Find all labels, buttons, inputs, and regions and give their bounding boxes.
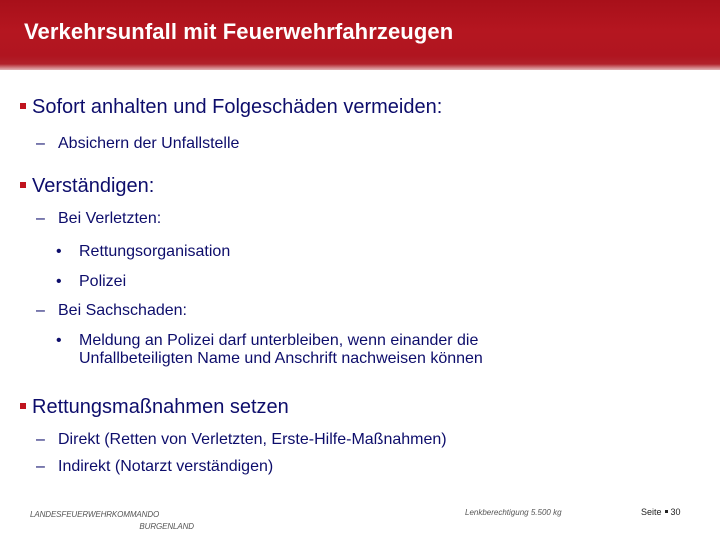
sub-item-text: Absichern der Unfallstelle	[58, 135, 240, 152]
footer-organization	[30, 509, 194, 533]
bullet-text: Rettungsmaßnahmen setzen	[32, 396, 289, 418]
bullet-text: Verständigen:	[32, 175, 155, 197]
footer-page-number	[641, 507, 681, 517]
bullet-text: Sofort anhalten und Folgeschäden vermeiden:	[32, 96, 443, 118]
sub-item-direkt	[36, 431, 447, 449]
dot-marker: •	[56, 332, 62, 349]
footer-org-line1: LANDESFEUERWEHRKOMMANDO	[30, 510, 160, 519]
sub-item-bei-sachschaden	[36, 302, 187, 320]
bullet-item-sofort-anhalten	[20, 96, 442, 119]
square-bullet-icon	[20, 103, 26, 109]
footer-license-note: Lenkberechtigung 5.500 kg	[465, 508, 562, 517]
subsub-item-text: Polizei	[79, 273, 127, 290]
footer-org-line2: BURGENLAND	[139, 522, 194, 531]
sub-item-text: Bei Sachschaden:	[58, 302, 187, 319]
bullet-item-rettungsmassnahmen	[20, 396, 289, 419]
subsub-item-rettungsorganisation	[56, 243, 230, 261]
sub-item-absichern	[36, 135, 239, 153]
subsub-item-polizei	[56, 273, 126, 291]
page-number: 30	[670, 507, 681, 517]
dash-marker: –	[36, 135, 45, 152]
sub-item-text: Indirekt (Notarzt verständigen)	[58, 458, 274, 475]
dash-marker: –	[36, 458, 45, 475]
bullet-item-verstaendigen	[20, 175, 154, 198]
subsub-item-meldung	[56, 332, 596, 368]
subsub-item-text: Rettungsorganisation	[79, 243, 231, 260]
page-label: Seite	[641, 507, 662, 517]
dash-marker: –	[36, 302, 45, 319]
dash-marker: –	[36, 431, 45, 448]
sub-item-text: Bei Verletzten:	[58, 210, 162, 227]
sub-item-indirekt	[36, 458, 273, 476]
dot-marker: •	[56, 273, 62, 290]
sub-item-text: Direkt (Retten von Verletzten, Erste-Hilfe-Maßnahmen)	[58, 431, 447, 448]
dot-marker: •	[56, 243, 62, 260]
separator-square-icon	[665, 510, 668, 513]
title-bar	[0, 0, 720, 70]
square-bullet-icon	[20, 403, 26, 409]
subsub-item-text: Meldung an Polizei darf unterbleiben, wenn einander die Unfallbeteiligten Name und Anschrift nachweisen können	[79, 332, 483, 367]
square-bullet-icon	[20, 182, 26, 188]
dash-marker: –	[36, 210, 45, 227]
sub-item-bei-verletzten	[36, 210, 161, 228]
slide-title: Verkehrsunfall mit Feuerwehrfahrzeugen	[24, 19, 454, 44]
